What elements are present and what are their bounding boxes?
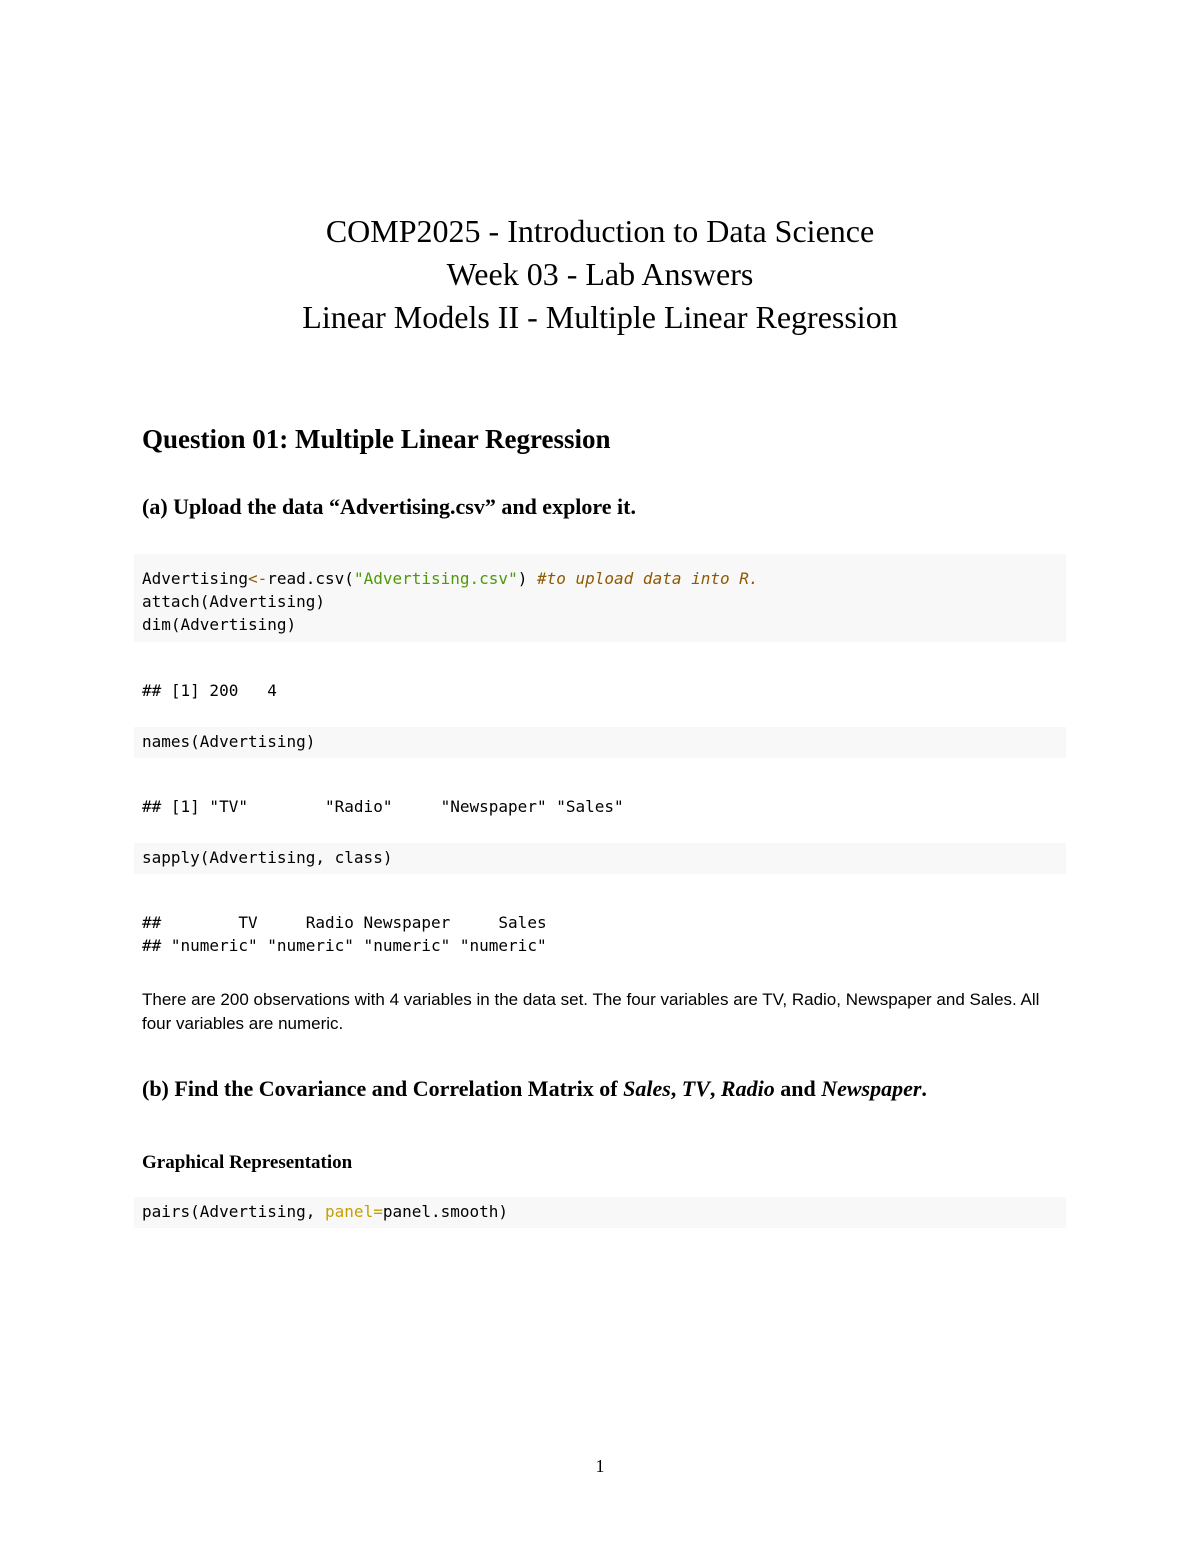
code-block-names: names(Advertising) <box>134 727 1066 758</box>
document-title <box>0 210 1200 339</box>
page-number: 1 <box>595 1456 605 1476</box>
output-names: ## [1] "TV" "Radio" "Newspaper" "Sales" <box>142 797 624 816</box>
topic-title: Linear Models II - Multiple Linear Regression <box>302 299 898 335</box>
answer-paragraph: There are 200 observations with 4 variables in the data set. The four variables are TV, Radio, Newspaper and Sales. All four variables are numeric. <box>142 990 1040 1033</box>
code-line: Advertising<-read.csv("Advertising.csv") #to upload data into R. <box>142 569 759 588</box>
part-a-heading: (a) Upload the data “Advertising.csv” and explore it. <box>142 494 636 519</box>
question-heading: Question 01: Multiple Linear Regression <box>142 424 611 454</box>
code-line: dim(Advertising) <box>142 615 297 634</box>
course-title: COMP2025 - Introduction to Data Science <box>325 213 875 249</box>
code-block-pairs: pairs(Advertising, panel=panel.smooth) <box>134 1197 1066 1228</box>
code-block-sapply: sapply(Advertising, class) <box>134 843 1066 874</box>
code-line: attach(Advertising) <box>142 592 326 611</box>
code-block-read-data <box>134 554 1066 642</box>
output-classes: ## TV Radio Newspaper Sales ## "numeric" "numeric" "numeric" "numeric" <box>142 913 547 955</box>
graphical-representation-heading: Graphical Representation <box>142 1152 353 1173</box>
output-dim: ## [1] 200 4 <box>142 681 277 700</box>
part-b-heading: (b) Find the Covariance and Correlation Matrix of Sales, TV, Radio and Newspaper. <box>142 1076 927 1101</box>
week-title: Week 03 - Lab Answers <box>446 256 754 292</box>
